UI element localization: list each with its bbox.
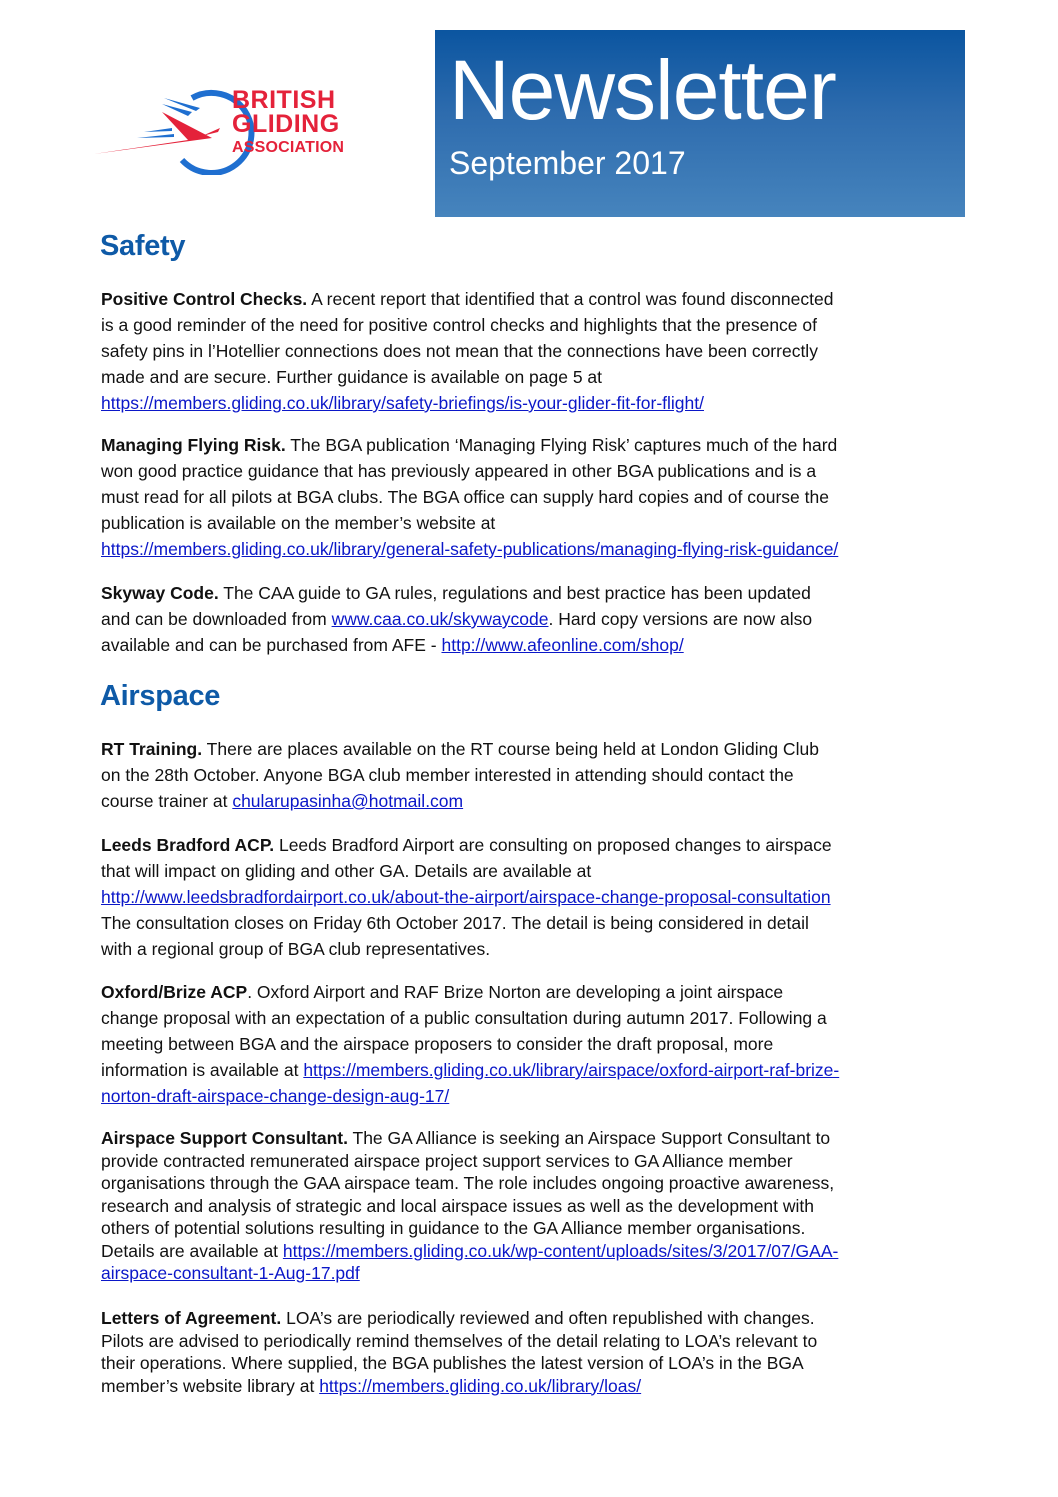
item-text: provide contracted remunerated airspace project support services to GA Alliance member <box>101 1150 793 1171</box>
item-text: A recent report that identified that a control was found disconnected <box>307 289 834 309</box>
item-text: LOA’s are periodically reviewed and often republished with changes. <box>281 1308 815 1328</box>
item-title: Letters of Agreement. <box>101 1308 282 1328</box>
item-text: course trainer at <box>101 791 233 811</box>
item-text: organisations through the GAA airspace team. The role includes ongoing proactive awareness, <box>101 1173 835 1193</box>
item-title: Skyway Code. <box>101 583 219 603</box>
item-text: Leeds Bradford Airport are consulting on proposed changes to airspace <box>274 835 832 855</box>
item-title: Oxford/Brize ACP <box>101 982 248 1002</box>
banner-title: Newsletter <box>449 43 836 137</box>
item-letters-of-agreement <box>101 1307 817 1397</box>
item-skyway-code <box>101 580 812 658</box>
section-heading-airspace: Airspace <box>100 680 221 712</box>
section-heading-safety: Safety <box>100 230 186 262</box>
link-fit-for-flight[interactable]: https://members.gliding.co.uk/library/safety-briefings/is-your-glider-fit-for-flight/ <box>101 393 704 413</box>
logo-line-gliding: GLIDING <box>232 110 340 138</box>
item-text: research and analysis of strategic and local airspace issues as well as the development with <box>101 1195 815 1216</box>
item-text: available and can be purchased from AFE - <box>101 635 442 655</box>
item-text: The CAA guide to GA rules, regulations and best practice has been updated <box>218 583 811 603</box>
item-text: The GA Alliance is seeking an Airspace Support Consultant to <box>347 1128 831 1148</box>
item-title: Airspace Support Consultant. <box>101 1128 348 1148</box>
item-title: Positive Control Checks. <box>101 289 308 309</box>
item-text: member’s website library at <box>101 1375 320 1396</box>
item-text: meeting between BGA and the airspace proposers to consider the draft proposal, more <box>101 1034 774 1054</box>
item-text: their operations. Where supplied, the BGA publishes the latest version of LOA’s in the BGA <box>101 1353 804 1373</box>
item-text: safety pins in l’Hotellier connections does not mean that the connections have been correctly <box>101 341 818 361</box>
item-text: . Oxford Airport and RAF Brize Norton are developing a joint airspace <box>247 982 784 1002</box>
link-loas-library[interactable]: https://members.gliding.co.uk/library/loas/ <box>319 1375 642 1396</box>
link-oxford-brize[interactable]: https://members.gliding.co.uk/library/airspace/oxford-airport-raf-brize- <box>303 1060 840 1080</box>
newsletter-banner <box>435 30 965 217</box>
link-gaa-consultant-pdf[interactable]: https://members.gliding.co.uk/wp-content/uploads/sites/3/2017/07/GAA- <box>282 1240 839 1261</box>
item-title: Leeds Bradford ACP. <box>101 835 275 855</box>
link-email-trainer[interactable]: chularupasinha@hotmail.com <box>232 791 464 811</box>
item-airspace-support-consultant <box>101 1127 838 1285</box>
item-title: Managing Flying Risk. <box>101 435 286 455</box>
item-text: . Hard copy versions are now also <box>548 609 813 629</box>
item-rt-training <box>101 736 819 814</box>
item-text: with a regional group of BGA club representatives. <box>101 939 491 959</box>
item-text: won good practice guidance that has previously appeared in other BGA publications and is a <box>101 461 817 481</box>
item-text: others of potential solutions resulting in guidance to the GA Alliance member organisations. <box>101 1218 806 1238</box>
logo-wordmark <box>232 88 344 156</box>
logo-line-british: BRITISH <box>232 86 336 114</box>
item-managing-flying-risk <box>101 432 838 562</box>
item-leeds-bradford-acp <box>101 832 832 962</box>
item-text: publication is available on the member’s website at <box>101 513 496 533</box>
logo-line-association: ASSOCIATION <box>232 139 345 156</box>
banner-date: September 2017 <box>449 145 686 181</box>
link-gaa-consultant-pdf-cont[interactable]: airspace-consultant-1-Aug-17.pdf <box>101 1263 360 1283</box>
item-text: The consultation closes on Friday 6th October 2017. The detail is being considered in detail <box>101 913 809 933</box>
item-text: Pilots are advised to periodically remind themselves of the detail relating to LOA’s relevant to <box>101 1330 818 1351</box>
item-text: The BGA publication ‘Managing Flying Risk’ captures much of the hard <box>285 435 838 455</box>
item-oxford-brize-acp <box>101 979 839 1109</box>
item-text: on the 28th October. Anyone BGA club member interested in attending should contact the <box>101 765 794 785</box>
link-oxford-brize-cont[interactable]: norton-draft-airspace-change-design-aug-17/ <box>101 1086 450 1106</box>
item-text: must read for all pilots at BGA clubs. The BGA office can supply hard copies and of course the <box>101 487 829 507</box>
link-leeds-bradford[interactable]: http://www.leedsbradfordairport.co.uk/about-the-airport/airspace-change-proposal-consultation <box>101 887 831 907</box>
item-text: made and are secure. Further guidance is available on page 5 at <box>101 367 603 387</box>
link-managing-flying-risk[interactable]: https://members.gliding.co.uk/library/general-safety-publications/managing-flying-risk-guidance/ <box>101 539 839 559</box>
item-title: RT Training. <box>101 739 203 759</box>
item-text: that will impact on gliding and other GA. Details are available at <box>101 861 592 881</box>
item-text: and can be downloaded from <box>101 609 332 629</box>
link-skyway-code[interactable]: www.caa.co.uk/skywaycode <box>331 609 549 629</box>
item-text: Details are available at <box>101 1240 283 1261</box>
item-text: change proposal with an expectation of a public consultation during autumn 2017. Following a <box>101 1008 827 1028</box>
item-text: There are places available on the RT course being held at London Gliding Club <box>202 739 819 759</box>
item-text: is a good reminder of the need for positive control checks and highlights that the presence of <box>101 315 817 335</box>
item-text: information is available at <box>101 1060 304 1080</box>
link-afe-shop[interactable]: http://www.afeonline.com/shop/ <box>441 635 684 655</box>
item-positive-control-checks <box>101 286 833 416</box>
